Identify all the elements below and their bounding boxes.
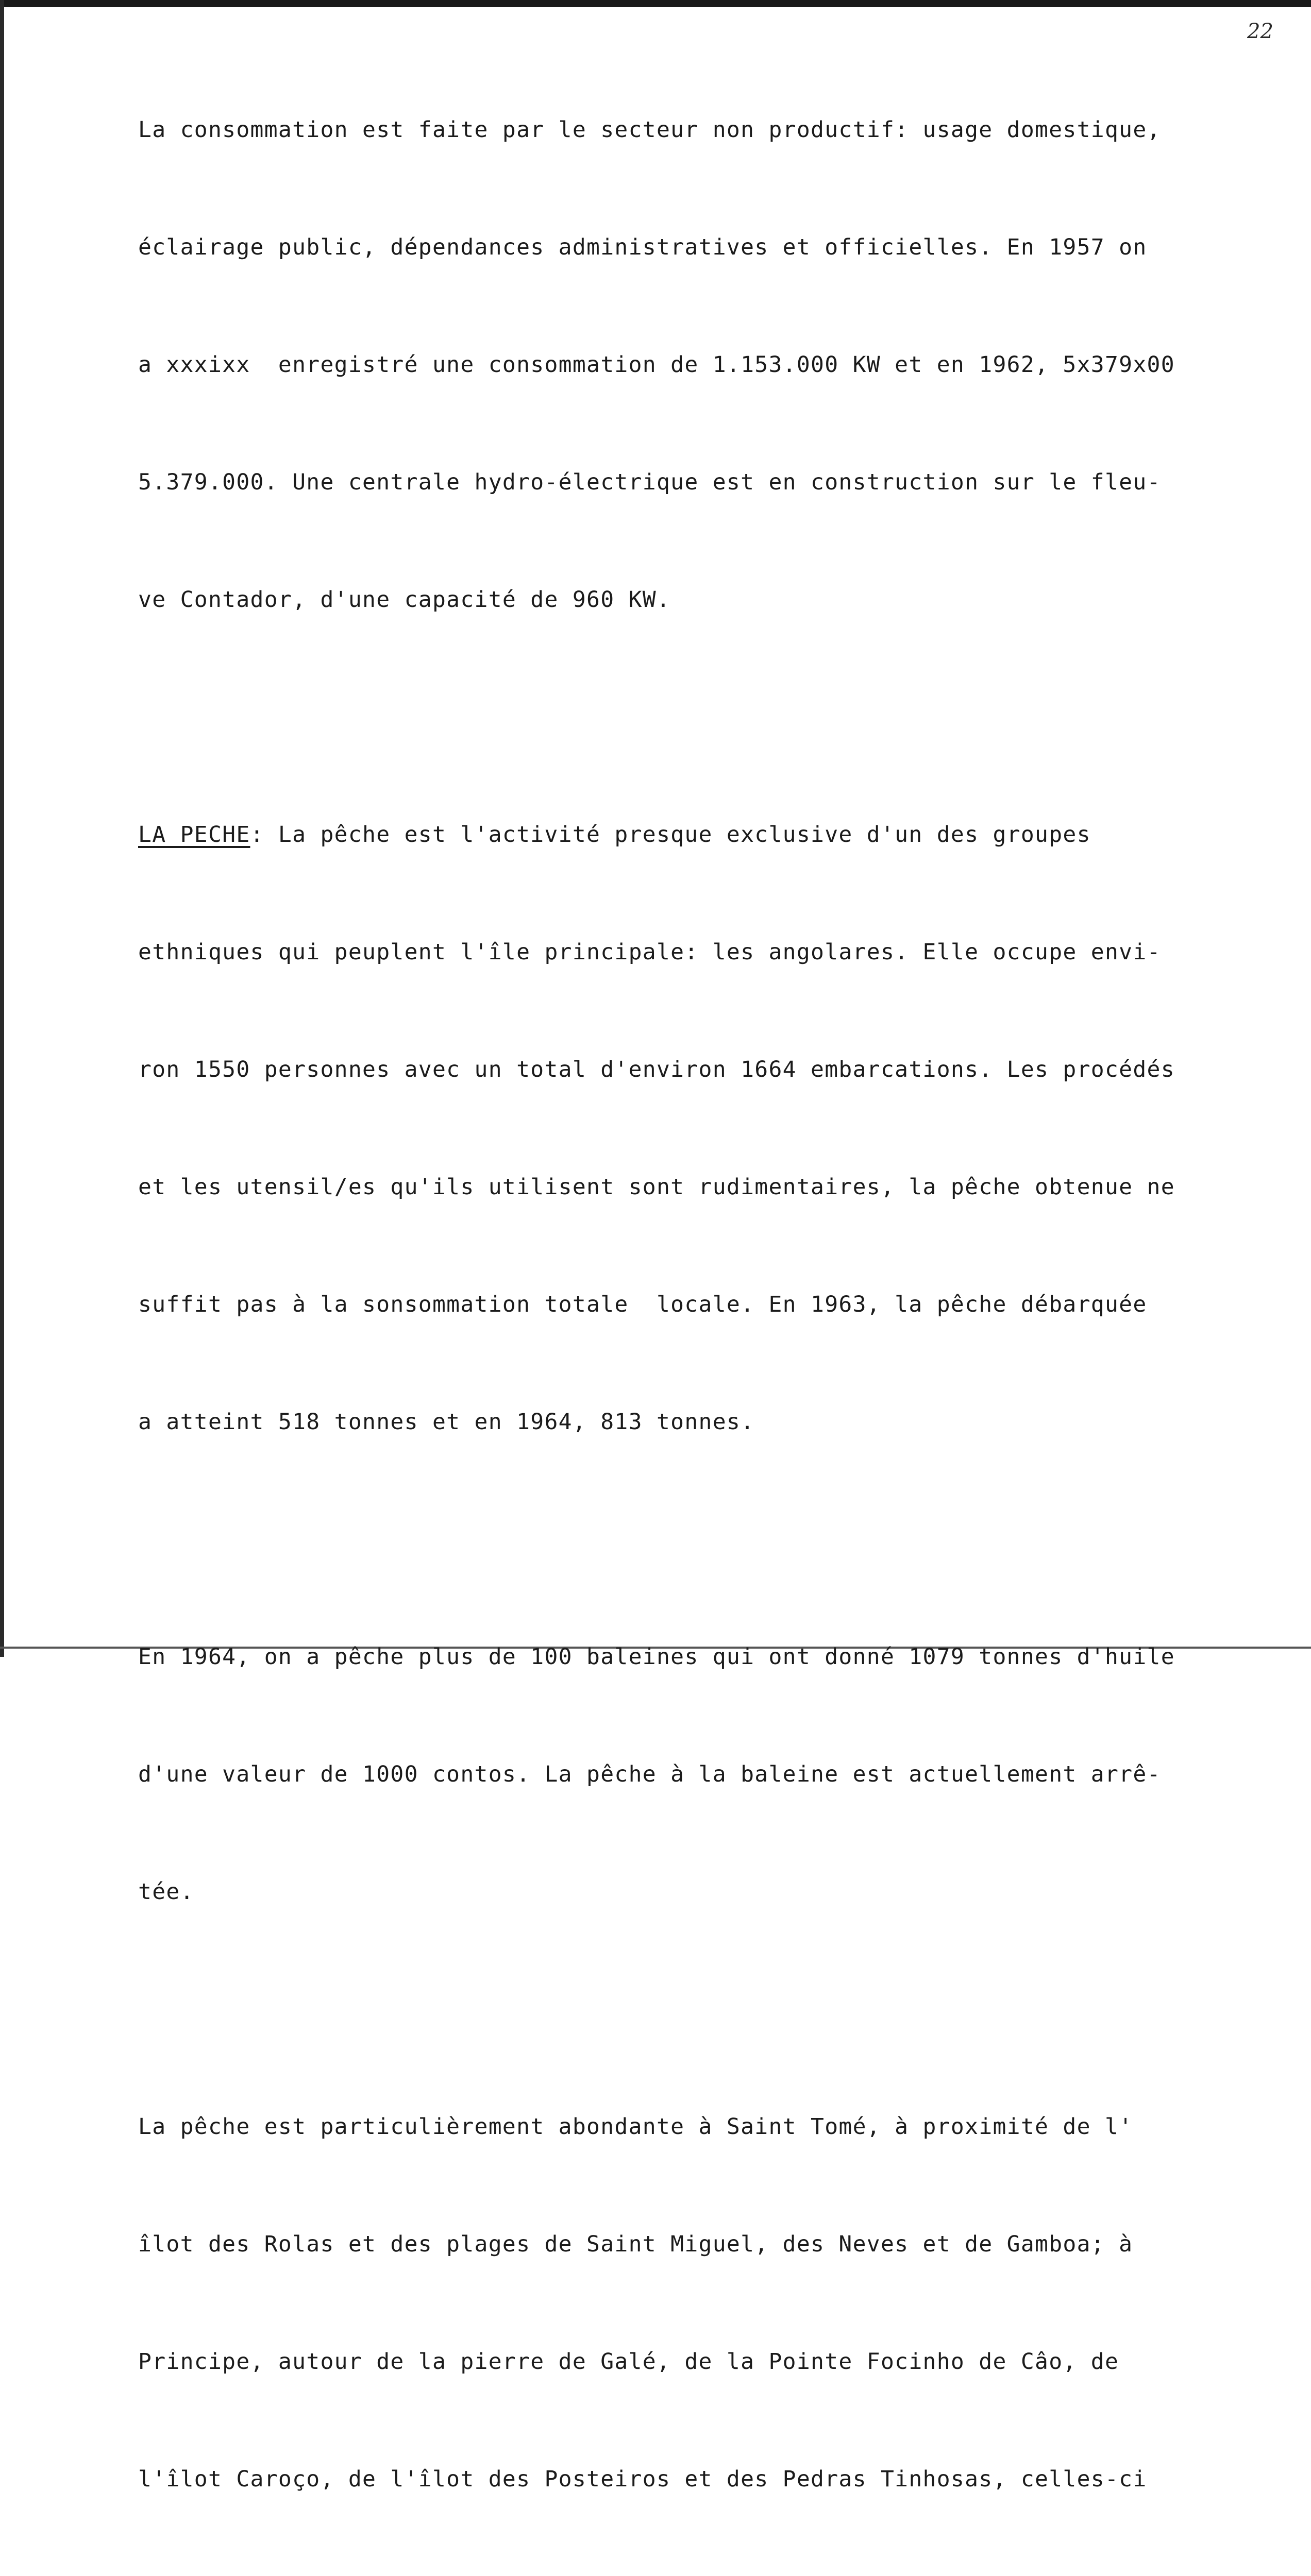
- paragraph-baleines: [138, 1559, 1292, 1990]
- text-line: tée.: [138, 1879, 194, 1905]
- text-line: et les utensil/es qu'ils utilisent sont rudimentaires, la pêche obtenue ne: [138, 1174, 1175, 1200]
- paragraph-la-peche: [138, 737, 1292, 1520]
- typewritten-body: [138, 32, 1292, 2576]
- section-heading-la-peche: LA PECHE: [138, 822, 250, 848]
- text-line: ethniques qui peuplent l'île principale: les angolares. Elle occupe envi-: [138, 939, 1161, 965]
- text-run: : La pêche est l'activité presque exclusive d'un des groupes: [250, 822, 1091, 848]
- paragraph-zones-peche: [138, 2029, 1292, 2576]
- text-line: éclairage public, dépendances administratives et officielles. En 1957 on: [138, 234, 1147, 260]
- scan-edge-top: [0, 0, 1311, 7]
- text-line: La pêche est particulièrement abondante à Saint Tomé, à proximité de l': [138, 2114, 1133, 2140]
- text-line: îlot des Rolas et des plages de Saint Miguel, des Neves et de Gamboa; à: [138, 2231, 1133, 2257]
- text-line: En 1964, on a pêche plus de 100 baleines qui ont donné 1079 tonnes d'huile: [138, 1644, 1175, 1670]
- text-line: a atteint 518 tonnes et en 1964, 813 tonnes.: [138, 1409, 755, 1435]
- scan-edge-left: [0, 0, 4, 1657]
- text-line: l'îlot Caroço, de l'îlot des Posteiros et des Pedras Tinhosas, celles-ci: [138, 2466, 1147, 2492]
- text-line: a xxxixx enregistré une consommation de 1.153.000 KW et en 1962, 5x379x00: [138, 352, 1175, 378]
- text-line: ron 1550 personnes avec un total d'environ 1664 embarcations. Les procédés: [138, 1057, 1175, 1082]
- text-line: d'une valeur de 1000 contos. La pêche à la baleine est actuellement arrê-: [138, 1761, 1161, 1787]
- text-line: La consommation est faite par le secteur non productif: usage domestique,: [138, 117, 1161, 143]
- handwritten-page-number: 22: [1247, 20, 1273, 43]
- text-line: suffit pas à la sonsommation totale locale. En 1963, la pêche débarquée: [138, 1292, 1147, 1317]
- paragraph-consommation: [138, 32, 1292, 698]
- text-line: ve Contador, d'une capacité de 960 KW.: [138, 587, 671, 613]
- text-line: 5.379.000. Une centrale hydro-électrique est en construction sur le fleu-: [138, 469, 1161, 495]
- text-line: [138, 815, 1292, 854]
- text-line: Principe, autour de la pierre de Galé, de la Pointe Focinho de Câo, de: [138, 2349, 1119, 2375]
